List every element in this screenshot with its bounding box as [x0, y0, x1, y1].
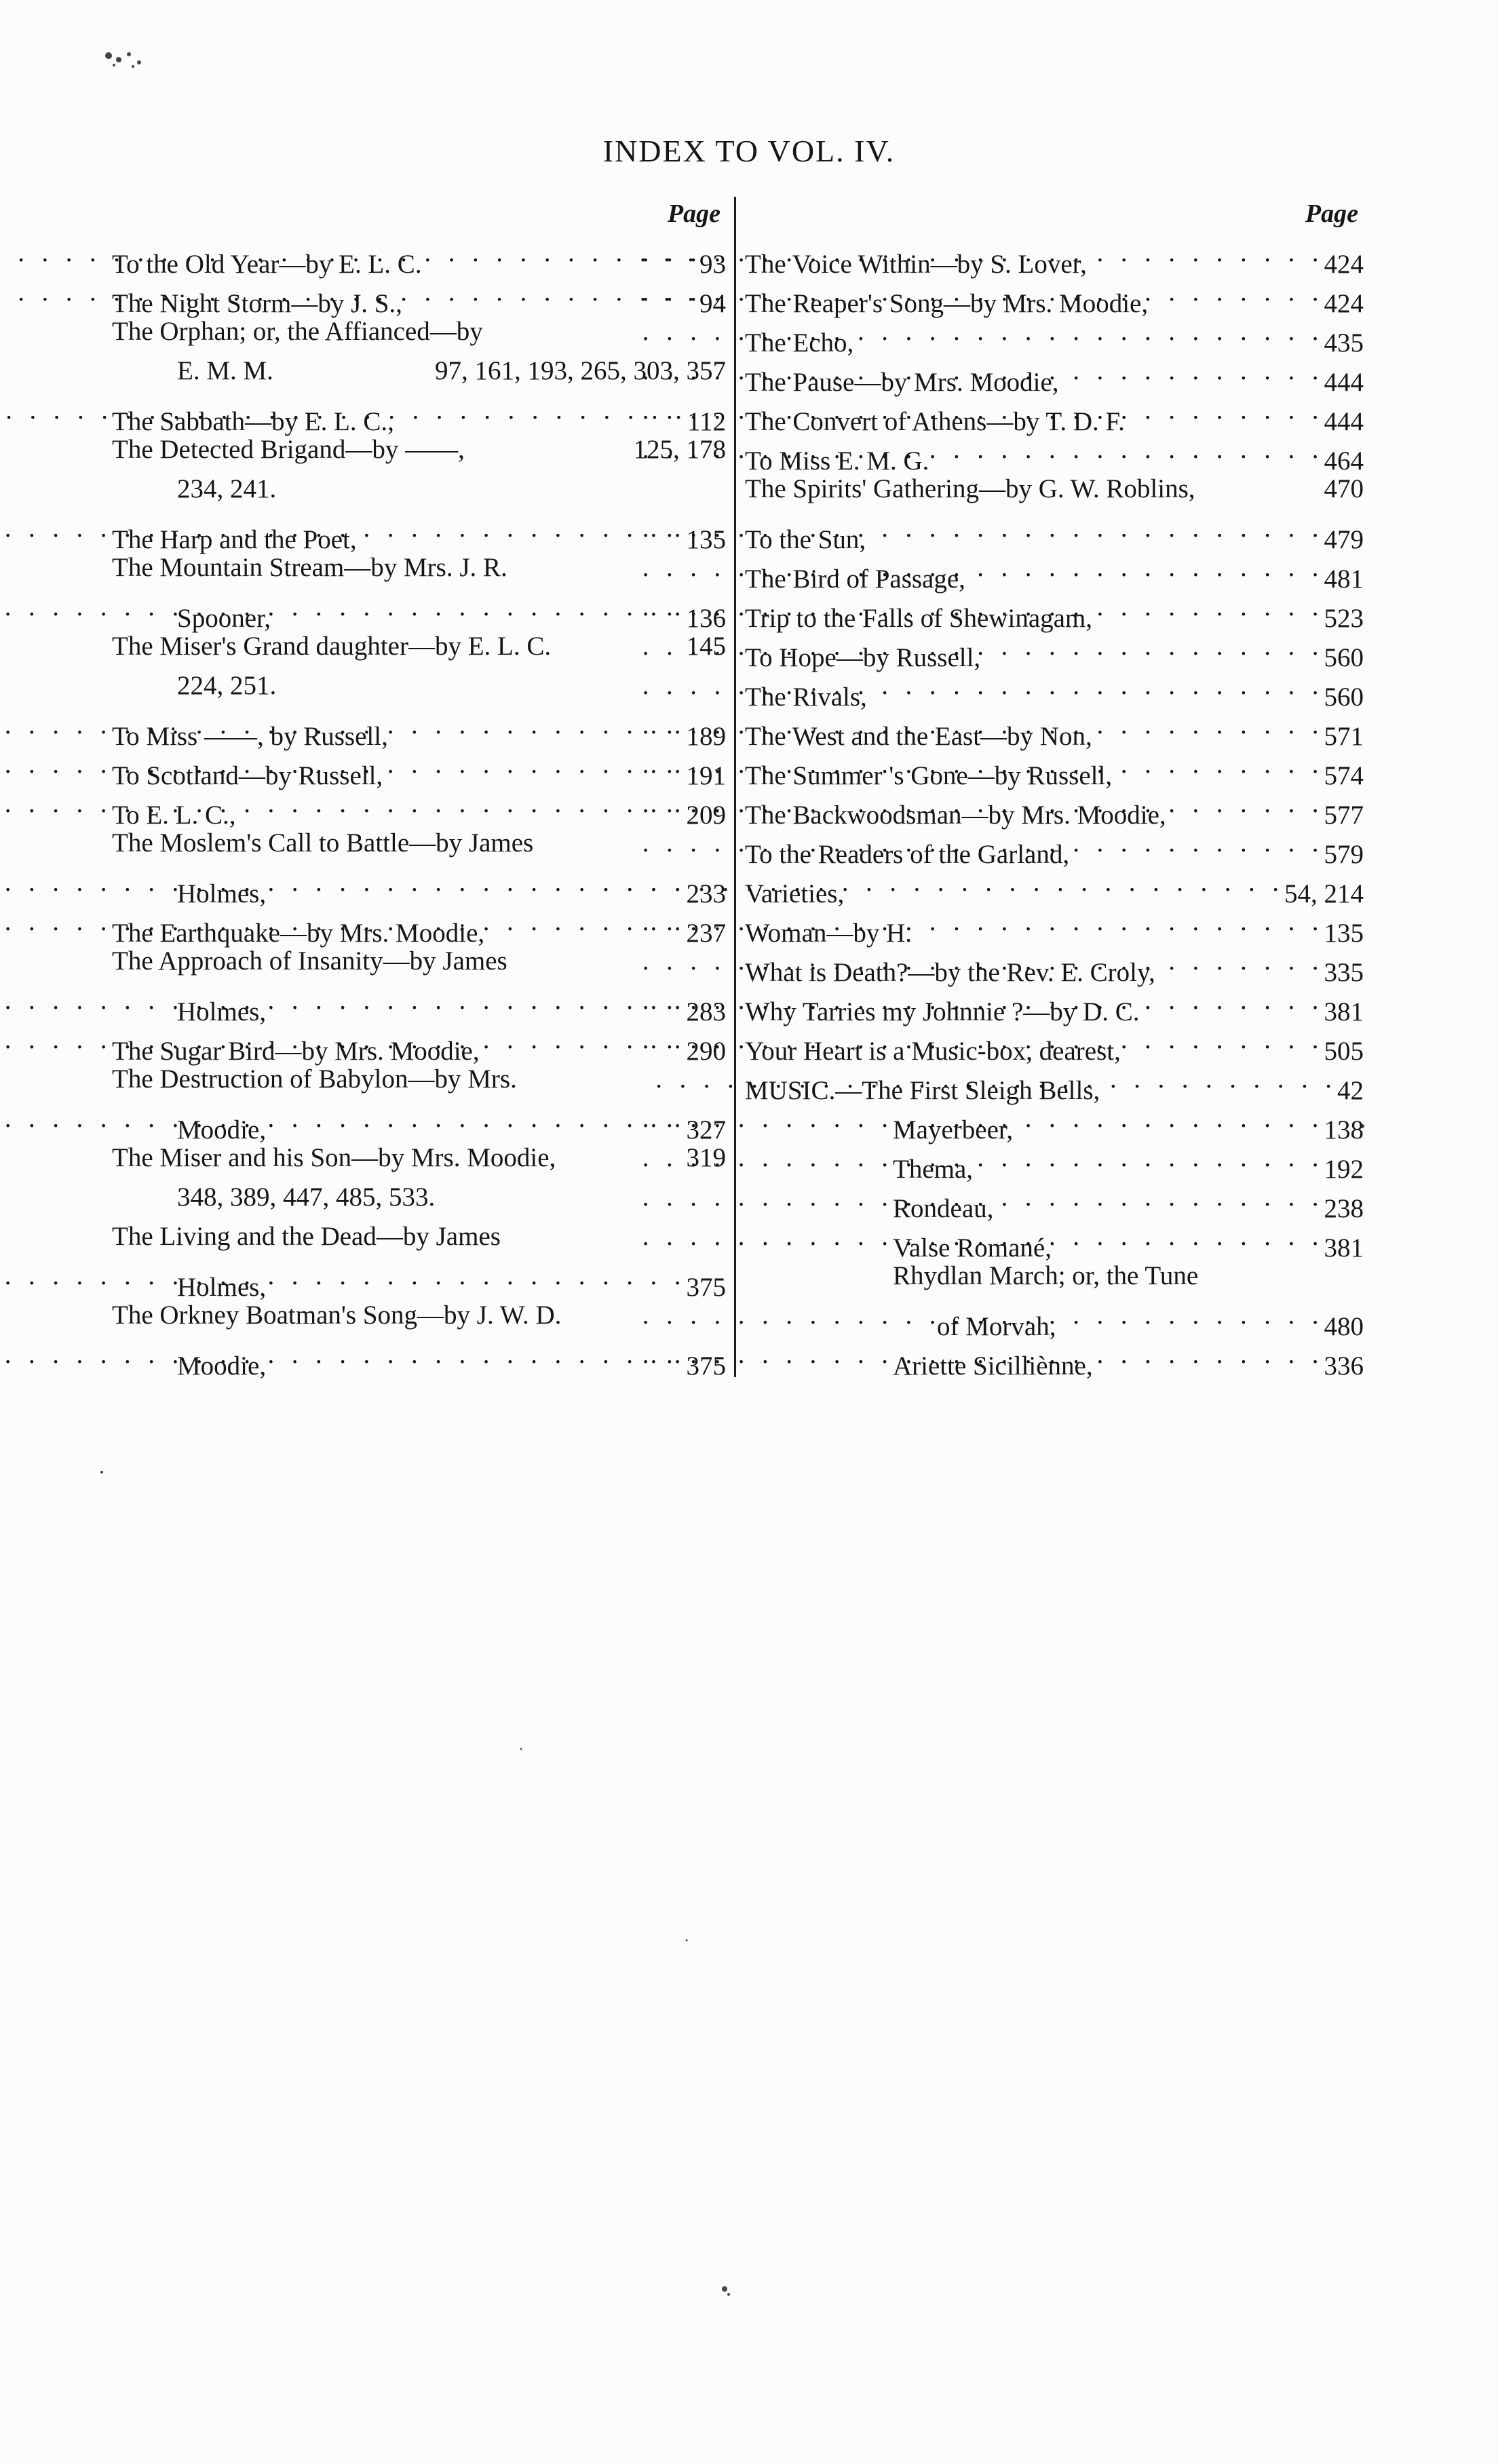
entry-page-number: 189 [686, 722, 726, 751]
entry-page-number: 135 [686, 525, 726, 554]
entry-title: The Sabbath—by E. L. C., [112, 407, 394, 436]
index-entry [112, 824, 726, 863]
index-entry [112, 981, 726, 1026]
dot-leader [866, 509, 1320, 548]
index-entry [745, 1138, 1364, 1184]
dot-leader [844, 863, 1280, 902]
entry-page-number: 571 [1324, 722, 1364, 751]
entry-page-number: 480 [1324, 1312, 1364, 1341]
dot-leader [993, 1178, 1320, 1217]
entry-page-number: 209 [686, 801, 726, 830]
index-entry [112, 1256, 726, 1302]
index-entry [112, 1217, 726, 1256]
index-entry [745, 706, 1364, 751]
entry-page-number: 112 [687, 407, 726, 436]
dot-leader [1069, 824, 1320, 863]
entry-page-number: 505 [1324, 1037, 1364, 1066]
index-entry [745, 312, 1364, 358]
dot-leader [236, 784, 683, 824]
entry-title: 234, 241. [177, 474, 277, 503]
entry-title: MUSIC.—The First Sleigh Bells, [745, 1076, 1100, 1105]
entry-page-number: 424 [1324, 289, 1364, 318]
dot-leader [1059, 351, 1320, 391]
entry-title: Why Tarries my Johnnie ?—by D. C. [745, 997, 1140, 1026]
entry-page-number: 481 [1324, 564, 1364, 594]
entry-title: What is Death?—by the Rev. E. Croly, [745, 958, 1155, 987]
entry-title: The Voice Within—by S. Lover, [745, 250, 1087, 279]
index-entry [112, 548, 726, 588]
entry-page-number: 335 [1324, 958, 1364, 987]
dot-leader [1155, 942, 1320, 981]
index-entry [112, 588, 726, 633]
dot-leader [383, 745, 682, 784]
entry-title: Mayerbeer, [893, 1115, 1014, 1144]
page-column-header: Page [667, 199, 721, 228]
entry-page-number: 470 [1324, 474, 1364, 503]
index-entry [112, 902, 726, 948]
index-entry [745, 1296, 1364, 1341]
entry-page-number: 319 [686, 1143, 726, 1172]
entry-title: The Reaper's Song—by Mrs. Moodie, [745, 289, 1149, 318]
index-entry [745, 942, 1364, 987]
entry-title: Holmes, [177, 879, 267, 908]
entry-page-number: 444 [1324, 407, 1364, 436]
index-entry [112, 745, 726, 790]
index-entry [745, 273, 1364, 318]
entry-title: Trip to the Falls of Shewinagam, [745, 604, 1093, 633]
dot-leader [266, 1335, 682, 1374]
entry-page-number: 444 [1324, 368, 1364, 397]
entry-title: Thema, [893, 1155, 974, 1184]
dot-leader [1121, 1020, 1320, 1060]
index-entry [745, 1099, 1364, 1144]
entry-title: 348, 389, 447, 485, 533. [177, 1182, 436, 1212]
index-entry [745, 824, 1364, 869]
dot-leader [394, 391, 683, 430]
entry-title: The Living and the Dead—by James [112, 1222, 501, 1251]
entry-page-number: 138 [1324, 1115, 1364, 1144]
dot-leader [1166, 784, 1320, 824]
dot-leader [1093, 1335, 1320, 1374]
entry-page-number: 464 [1324, 446, 1364, 476]
entry-title: Your Heart is a Music-box, dearest, [745, 1037, 1121, 1066]
dot-leader [1100, 1060, 1333, 1099]
dot-leader [912, 902, 1320, 942]
dot-leader [1087, 233, 1320, 273]
index-entry [112, 1335, 726, 1381]
index-entry [745, 863, 1364, 908]
entry-title: The Spirits' Gathering—by G. W. Roblins, [745, 474, 1195, 503]
index-entry [112, 391, 726, 436]
index-entry [112, 706, 726, 751]
index-entry [112, 942, 726, 981]
entry-page-number: 435 [1324, 328, 1364, 358]
entry-page-number: 381 [1324, 1233, 1364, 1263]
index-entry [745, 666, 1364, 712]
index-entry [112, 666, 726, 706]
index-entry [745, 981, 1364, 1026]
index-entry [745, 784, 1364, 830]
dot-leader [1052, 1217, 1320, 1256]
entry-title: Rondeau, [893, 1194, 994, 1223]
index-entry [745, 391, 1364, 436]
entry-title: E. M. M. [177, 356, 273, 385]
entry-title: The Sugar Bird—by Mrs. Moodie, [112, 1037, 480, 1066]
index-entry [745, 588, 1364, 633]
entry-page-number: 42 [1337, 1076, 1364, 1105]
entry-page-number: 191 [686, 761, 726, 790]
entry-page-number: 579 [1324, 840, 1364, 869]
dot-leader [1148, 273, 1320, 312]
entry-page-number: 479 [1324, 525, 1364, 554]
index-entry [112, 351, 726, 391]
index-entry [112, 233, 726, 279]
index-entry [745, 745, 1364, 790]
entry-title: Moodie, [177, 1115, 267, 1144]
entry-page-number: 145 [686, 632, 726, 661]
index-entry [112, 784, 726, 830]
entry-page-number: 135 [1324, 919, 1364, 948]
dot-leader [266, 981, 682, 1020]
dot-leader [1139, 981, 1320, 1020]
dot-leader [853, 312, 1320, 351]
entry-page-number: 381 [1324, 997, 1364, 1026]
entry-page-number: 192 [1324, 1155, 1364, 1184]
index-entry [745, 1335, 1364, 1381]
index-entry [745, 509, 1364, 554]
index-entry [745, 902, 1364, 948]
entry-page-number: 375 [686, 1273, 726, 1302]
entry-page-number: 237 [686, 919, 726, 948]
index-entry [745, 351, 1364, 397]
index-entry [112, 1178, 726, 1217]
entry-title: The Rivals, [745, 682, 867, 712]
entry-page-number: 94 [699, 289, 726, 318]
entry-title: To Scotland—by Russell, [112, 761, 383, 790]
entry-page-number: 574 [1324, 761, 1364, 790]
entry-title: The Orkney Boatman's Song—by J. W. D. [112, 1301, 562, 1330]
index-entry [112, 1099, 726, 1144]
entry-page-number: 54, 214 [1284, 879, 1364, 908]
dot-leader [388, 706, 683, 745]
entry-page-number: 327 [686, 1115, 726, 1144]
index-entry [112, 1020, 726, 1066]
index-entry [112, 1296, 726, 1335]
entry-title: The Night Storm—by J. S., [112, 289, 402, 318]
dot-leader [1092, 706, 1320, 745]
entry-page-number: 283 [686, 997, 726, 1026]
index-title: INDEX TO VOL. IV. [602, 134, 896, 168]
entry-title: of Morvah, [937, 1312, 1056, 1341]
entry-page-number: 336 [1324, 1351, 1364, 1381]
entry-title: The Convert of Athens—by T. D. F. [745, 407, 1125, 436]
entry-title: To the Readers of the Garland, [745, 840, 1070, 869]
index-entry [112, 273, 726, 318]
index-entry [745, 1020, 1364, 1066]
dot-leader [357, 509, 683, 548]
index-entry [112, 1138, 726, 1178]
index-entry [112, 312, 726, 351]
dot-leader [271, 588, 682, 627]
index-entry [745, 548, 1364, 594]
entry-title: The West and the East—by Non, [745, 722, 1092, 751]
dot-leader [867, 666, 1320, 706]
entry-title: The Approach of Insanity—by James [112, 946, 507, 976]
entry-title: Spooner, [177, 604, 271, 633]
entry-page-number: 136 [686, 604, 726, 633]
entry-title: The Earthquake—by Mrs. Moodie, [112, 919, 485, 948]
index-entry [745, 469, 1364, 509]
entry-page-number: 93 [699, 250, 726, 279]
entry-title: The Miser's Grand daughter—by E. L. C. [112, 632, 552, 661]
entry-title: Varieties, [745, 879, 845, 908]
entry-title: The Bird of Passage, [745, 564, 965, 594]
index-entry [112, 469, 726, 509]
entry-page-number: 560 [1324, 643, 1364, 672]
index-entry [112, 430, 726, 469]
index-entry [112, 1060, 726, 1099]
entry-title: Woman—by H. [745, 919, 912, 948]
entry-page-number: 424 [1324, 250, 1364, 279]
index-entry [745, 627, 1364, 672]
dot-leader [1112, 745, 1320, 784]
dot-leader [266, 1256, 682, 1296]
dot-leader [266, 1099, 682, 1138]
entry-title: To Miss ——, by Russell, [112, 722, 388, 751]
entry-title: The Backwoodsman—by Mrs. Moodie, [745, 801, 1166, 830]
entry-title: To the Sun, [745, 525, 866, 554]
dot-leader [973, 1138, 1320, 1178]
entry-title: Holmes, [177, 997, 267, 1026]
entry-title: Ariette Sicilliènne, [893, 1351, 1093, 1381]
entry-page-number: 125, 178 [633, 435, 726, 464]
entry-page-number: 560 [1324, 682, 1364, 712]
entry-title: The Mountain Stream—by Mrs. J. R. [112, 553, 507, 582]
entry-title: The Summer 's Gone—by Russell, [745, 761, 1113, 790]
index-entry [745, 1256, 1364, 1296]
dot-leader [965, 548, 1320, 588]
dot-leader [1056, 1296, 1320, 1335]
index-entry [112, 627, 726, 666]
entry-title: The Echo, [745, 328, 854, 358]
entry-title: The Orphan; or, the Affianced—by [112, 317, 483, 346]
entry-page-number: 375 [686, 1351, 726, 1381]
dot-leader [929, 430, 1320, 469]
entry-title: The Pause—by Mrs. Moodie, [745, 368, 1059, 397]
index-entry [745, 430, 1364, 476]
index-column-left [112, 194, 726, 1381]
entry-page-number: 577 [1324, 801, 1364, 830]
dot-leader [1092, 588, 1320, 627]
entry-title: To Hope—by Russell, [745, 643, 981, 672]
index-entry [745, 233, 1364, 279]
entry-title: Rhydlan March; or, the Tune [893, 1261, 1199, 1290]
entry-title: Moodie, [177, 1351, 267, 1381]
entry-page-number: 238 [1324, 1194, 1364, 1223]
index-entry [745, 1060, 1364, 1105]
entry-title: Holmes, [177, 1273, 267, 1302]
index-entry [745, 1178, 1364, 1223]
entry-title: To Miss E. M. G. [745, 446, 929, 476]
page-column-header: Page [1305, 199, 1358, 228]
entry-title: The Detected Brigand—by ——, [112, 435, 465, 464]
entry-page-number: 523 [1324, 604, 1364, 633]
dot-leader [1125, 391, 1320, 430]
index-entry [745, 1217, 1364, 1263]
entry-title: Valse Romané, [893, 1233, 1052, 1263]
index-column-right [745, 194, 1364, 1381]
entry-title: 224, 251. [177, 671, 277, 700]
entry-title: To E. L. C., [112, 801, 236, 830]
entry-page-number: 233 [686, 879, 726, 908]
entry-title: The Moslem's Call to Battle—by James [112, 828, 534, 858]
entry-page-number: 97, 161, 193, 265, 303, 357 [435, 356, 726, 385]
dot-leader [1013, 1099, 1320, 1138]
entry-title: The Destruction of Babylon—by Mrs. [112, 1064, 517, 1094]
index-entry [112, 509, 726, 554]
entry-title: The Miser and his Son—by Mrs. Moodie, [112, 1143, 556, 1172]
entry-page-number: 290 [686, 1037, 726, 1066]
dot-leader [980, 627, 1320, 666]
entry-title: To the Old Year—by E. L. C. [112, 250, 422, 279]
entry-title: The Harp and the Poet, [112, 525, 357, 554]
